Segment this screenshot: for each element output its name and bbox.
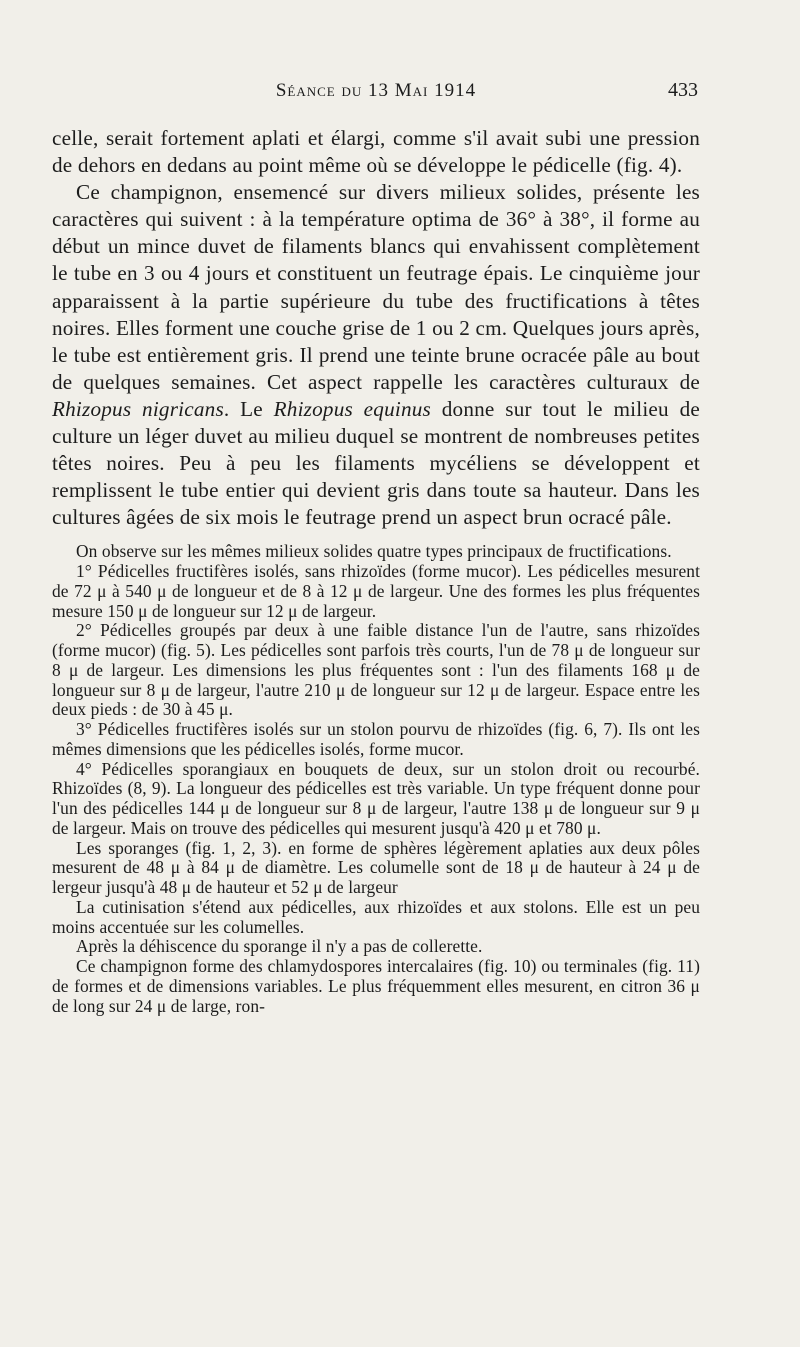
small-paragraph: Ce champignon forme des chlamydospores intercalaires (fig. 10) ou terminales (fig. 11) de formes et de dimensions variables. Le plus fréquemment elles mesurent, en citron 36 μ de long sur 24 μ de large, ron- [52, 956, 700, 1016]
small-paragraph: Après la déhiscence du sporange il n'y a pas de collerette. [76, 936, 483, 957]
page-header [52, 80, 700, 110]
main-text-block [52, 125, 700, 531]
species-name: Rhizopus equinus [273, 396, 431, 421]
small-paragraph: 2° Pédicelles groupés par deux à une faible distance l'un de l'autre, sans rhizoïdes (forme mucor) (fig. 5). Les pédicelles sont parfois très courts, l'un de 78 μ de longueur sur 8 μ de largeur. Les dimensions les plus fréquentes sont : l'un des filaments 168 μ de longueur sur 8 μ de largeur, l'autre 210 μ de longueur sur 12 μ de largeur. Espace entre les deux pieds : de 30 à 45 μ. [52, 620, 700, 720]
text-span: . Le [223, 396, 274, 421]
text-span: Ce champignon, ensemencé sur divers milieux solides, présente les caractères qui suivent : à la température optima de 36° à 38°, il forme au début un mince duvet de filaments blancs qui envahissent complètement le tube en 3 ou 4 jours et constituent un feutrage épais. Le cinquième jour apparaissent à la partie supérieure du tube des fructifications à têtes noires. Elles forment une couche grise de 1 ou 2 cm. Quelques jours après, le tube est entièrement gris. Il prend une teinte brune ocracée pâle au bout de quelques semaines. Cet aspect rappelle les caractères culturaux de [52, 180, 700, 394]
body-text [52, 125, 700, 1016]
running-title: Séance du 13 Mai 1914 [275, 80, 477, 101]
small-paragraph: 3° Pédicelles fructifères isolés sur un stolon pourvu de rhizoïdes (fig. 6, 7). Ils ont les mêmes dimensions que les pédicelles isolés, forme mucor. [52, 719, 700, 759]
page-number: 433 [668, 79, 698, 101]
small-paragraph: On observe sur les mêmes milieux solides quatre types principaux de fructifications. [76, 541, 672, 562]
paragraph-culture-description [52, 179, 700, 531]
species-name: Rhizopus nigricans [52, 396, 224, 421]
text-span: donne sur tout le milieu de culture un léger duvet au milieu duquel se montrent de nombreuses petites têtes noires. Peu à peu les filaments mycéliens se développent et remplissent le tube entier qui devient gris dans toute sa hauteur. Dans les cultures âgées de six mois le feutrage prend un aspect brun ocracé pâle. [52, 396, 700, 530]
small-paragraph: Les sporanges (fig. 1, 2, 3). en forme de sphères légèrement aplaties aux deux pôles mesurent de 48 μ à 84 μ de diamètre. Les columelle sont de 18 μ de hauteur à 24 μ de lergeur jusqu'à 48 μ de hauteur et 52 μ de largeur [52, 837, 700, 898]
small-paragraph: La cutinisation s'étend aux pédicelles, aux rhizoïdes et aux stolons. Elle est un peu moins accentuée sur les columelles. [52, 896, 700, 937]
small-paragraph: 4° Pédicelles sporangiaux en bouquets de deux, sur un stolon droit ou recourbé. Rhizoïdes (8, 9). La longueur des pédicelles est très variable. Un type fréquent donne pour l'un des pédicelles 144 μ de longueur sur 8 μ de largeur, l'autre 138 μ de longueur sur 9 μ de largeur. Mais on trouve des pédicelles qui mesurent jusqu'à 420 μ et 780 μ. [52, 758, 700, 838]
small-print-block [52, 542, 700, 1016]
small-paragraph: 1° Pédicelles fructifères isolés, sans rhizoïdes (forme mucor). Les pédicelles mesurent de 72 μ à 540 μ de longueur et de 8 à 12 μ de largeur. Une des formes les plus fréquentes mesure 150 μ de longueur sur 12 μ de largeur. [52, 561, 700, 621]
paragraph-continuation: celle, serait fortement aplati et élargi, comme s'il avait subi une pression de dehors en dedans au point même où se développe le pédicelle (fig. 4). [52, 126, 700, 178]
